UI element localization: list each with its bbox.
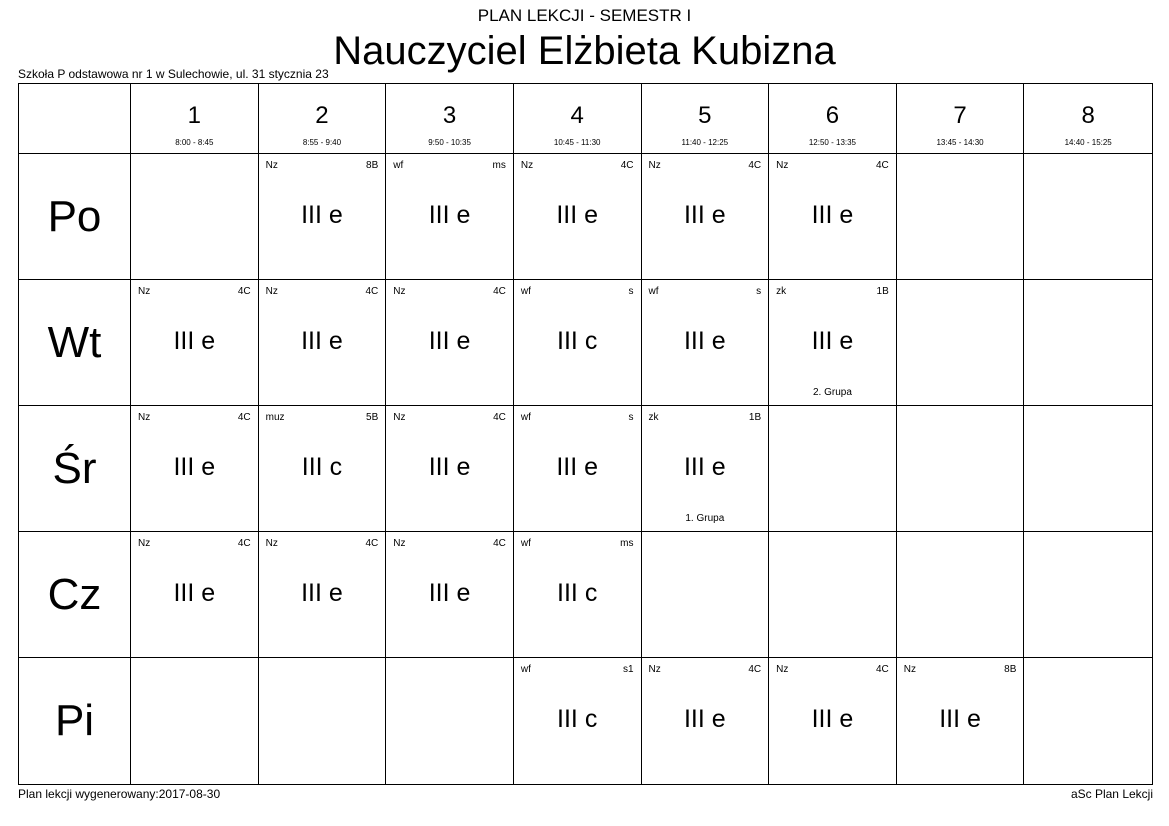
lesson-room: 8B: [1004, 664, 1017, 675]
day-label: Śr: [52, 443, 97, 493]
empty-cell: [259, 658, 387, 784]
lesson-subject: wf: [648, 286, 659, 297]
lesson-room: 8B: [366, 160, 379, 171]
lesson-subject: wf: [520, 664, 531, 675]
lesson-subject: Nz: [903, 664, 916, 675]
day-cell: [19, 280, 131, 406]
lesson-cell: [386, 532, 514, 658]
lesson-class: III e: [556, 201, 599, 229]
lesson-subject: Nz: [393, 412, 406, 423]
lesson-subject: wf: [393, 160, 404, 171]
lesson-class: III e: [939, 705, 981, 733]
lesson-subject: Nz: [776, 160, 789, 171]
lesson-cell: [259, 406, 387, 532]
lesson-class: III e: [683, 201, 726, 229]
period-time: 12:50 - 13:35: [808, 138, 857, 147]
lesson-subject: Nz: [138, 538, 151, 549]
lesson-subject: wf: [520, 538, 531, 549]
period-time: 8:55 - 9:40: [302, 138, 342, 147]
empty-cell: [1024, 154, 1152, 280]
lesson-room: 4C: [875, 664, 889, 675]
lesson-subject: Nz: [648, 664, 661, 675]
lesson-class: III e: [428, 579, 471, 607]
lesson-room: 4C: [493, 286, 506, 297]
lesson-subject: Nz: [648, 160, 661, 171]
lesson-subject: Nz: [138, 412, 151, 423]
lesson-cell: [769, 154, 897, 280]
lesson-cell: [514, 406, 642, 532]
period-time: 8:00 - 8:45: [175, 138, 214, 147]
lesson-room: 4C: [365, 286, 379, 297]
lesson-cell: [642, 280, 770, 406]
period-number: 8: [1081, 102, 1095, 129]
period-time: 10:45 - 11:30: [553, 138, 601, 147]
empty-cell: [386, 658, 514, 784]
lesson-cell: [897, 658, 1025, 784]
timetable-grid: [18, 83, 1153, 785]
period-time: 14:40 - 15:25: [1064, 138, 1112, 147]
lesson-cell: [131, 532, 259, 658]
lesson-cell: [514, 532, 642, 658]
lesson-class: III e: [301, 579, 343, 607]
lesson-cell: [769, 280, 897, 406]
empty-cell: [897, 280, 1025, 406]
period-header: [897, 84, 1025, 154]
lesson-room: 4C: [365, 538, 379, 549]
lesson-cell: [131, 406, 259, 532]
empty-cell: [1024, 658, 1152, 784]
lesson-class: III e: [428, 453, 471, 481]
school-name: Szkoła P odstawowa nr 1 w Sulechowie, ul. 31 stycznia 23: [18, 67, 329, 81]
empty-cell: [897, 154, 1025, 280]
lesson-subject: zk: [776, 286, 787, 297]
day-label: Po: [47, 191, 102, 241]
lesson-room: 1B: [748, 412, 762, 423]
day-label: Wt: [47, 317, 102, 367]
lesson-cell: [642, 154, 770, 280]
lesson-room: ms: [620, 538, 634, 549]
lesson-cell: [386, 406, 514, 532]
lesson-cell: [642, 406, 770, 532]
lesson-room: 4C: [237, 412, 251, 423]
day-cell: [19, 154, 131, 280]
period-number: 3: [442, 102, 457, 129]
lesson-class: III c: [557, 327, 598, 355]
lesson-subject: Nz: [138, 286, 151, 297]
lesson-cell: [769, 658, 897, 784]
lesson-subject: Nz: [520, 160, 534, 171]
lesson-class: III c: [557, 705, 598, 733]
day-cell: [19, 532, 131, 658]
lesson-class: III c: [557, 579, 598, 607]
generated-date: Plan lekcji wygenerowany:2017-08-30: [18, 787, 221, 801]
lesson-class: III e: [173, 327, 216, 355]
period-header: [1024, 84, 1152, 154]
period-number: 4: [570, 102, 584, 129]
period-number: 6: [825, 102, 840, 129]
lesson-cell: [386, 154, 514, 280]
empty-cell: [642, 532, 770, 658]
lesson-class: III e: [301, 327, 343, 355]
lesson-cell: [514, 658, 642, 784]
lesson-room: s: [628, 412, 634, 423]
lesson-room: 4C: [748, 664, 762, 675]
day-label: Pi: [54, 696, 95, 745]
lesson-cell: [642, 658, 770, 784]
lesson-class: III e: [301, 201, 343, 229]
period-header: [259, 84, 387, 154]
empty-cell: [131, 658, 259, 784]
lesson-room: 5B: [366, 412, 379, 423]
lesson-room: 4C: [237, 286, 251, 297]
lesson-room: 4C: [493, 538, 506, 549]
empty-cell: [1024, 280, 1152, 406]
lesson-subject: wf: [520, 286, 531, 297]
day-label: Cz: [47, 569, 102, 619]
lesson-subject: muz: [265, 412, 285, 423]
lesson-room: s1: [622, 664, 634, 675]
lesson-class: III e: [428, 327, 471, 355]
lesson-room: s: [628, 286, 634, 297]
lesson-cell: [259, 280, 387, 406]
lesson-room: 1B: [876, 286, 889, 297]
empty-cell: [897, 406, 1025, 532]
lesson-group: 1. Grupa: [685, 513, 725, 524]
lesson-cell: [259, 532, 387, 658]
lesson-subject: wf: [520, 412, 531, 423]
period-number: 7: [953, 102, 967, 129]
lesson-room: 4C: [493, 412, 506, 423]
lesson-class: III e: [811, 327, 854, 355]
lesson-class: III e: [556, 453, 599, 481]
lesson-subject: Nz: [265, 160, 278, 171]
lesson-subject: Nz: [265, 538, 278, 549]
lesson-cell: [514, 154, 642, 280]
lesson-subject: Nz: [393, 286, 406, 297]
lesson-class: III e: [683, 327, 726, 355]
lesson-cell: [386, 280, 514, 406]
lesson-cell: [131, 280, 259, 406]
lesson-class: III e: [683, 453, 726, 481]
lesson-group: 2. Grupa: [812, 387, 852, 398]
lesson-subject: zk: [648, 412, 659, 423]
empty-cell: [769, 532, 897, 658]
lesson-class: III e: [428, 201, 471, 229]
lesson-class: III e: [683, 705, 726, 733]
teacher-title: Nauczyciel Elżbieta Kubizna: [333, 29, 836, 73]
lesson-class: III e: [811, 201, 854, 229]
lesson-room: 4C: [875, 160, 889, 171]
lesson-room: s: [756, 286, 762, 297]
period-time: 9:50 - 10:35: [428, 138, 471, 147]
empty-cell: [131, 154, 259, 280]
period-header: [131, 84, 259, 154]
lesson-room: 4C: [237, 538, 251, 549]
lesson-subject: Nz: [776, 664, 789, 675]
lesson-subject: Nz: [393, 538, 406, 549]
day-cell: [19, 658, 131, 784]
lesson-room: ms: [492, 160, 506, 171]
period-number: 1: [187, 102, 201, 129]
period-time: 13:45 - 14:30: [936, 138, 984, 147]
lesson-subject: Nz: [265, 286, 278, 297]
lesson-room: 4C: [620, 160, 634, 171]
empty-cell: [1024, 532, 1152, 658]
lesson-class: III e: [173, 579, 216, 607]
lesson-room: 4C: [748, 160, 762, 171]
period-header: [514, 84, 642, 154]
period-header: [386, 84, 514, 154]
corner-cell: [19, 84, 131, 154]
empty-cell: [1024, 406, 1152, 532]
period-header: [642, 84, 770, 154]
software-credit: aSc Plan Lekcji: [1070, 787, 1153, 801]
period-number: 2: [315, 102, 329, 129]
period-header: [769, 84, 897, 154]
empty-cell: [897, 532, 1025, 658]
period-number: 5: [698, 102, 712, 129]
plan-subtitle: PLAN LEKCJI - SEMESTR I: [477, 6, 692, 25]
day-cell: [19, 406, 131, 532]
lesson-cell: [514, 280, 642, 406]
lesson-class: III c: [301, 453, 343, 481]
empty-cell: [769, 406, 897, 532]
lesson-class: III e: [173, 453, 216, 481]
period-time: 11:40 - 12:25: [681, 138, 729, 147]
lesson-class: III e: [811, 705, 854, 733]
lesson-cell: [259, 154, 387, 280]
